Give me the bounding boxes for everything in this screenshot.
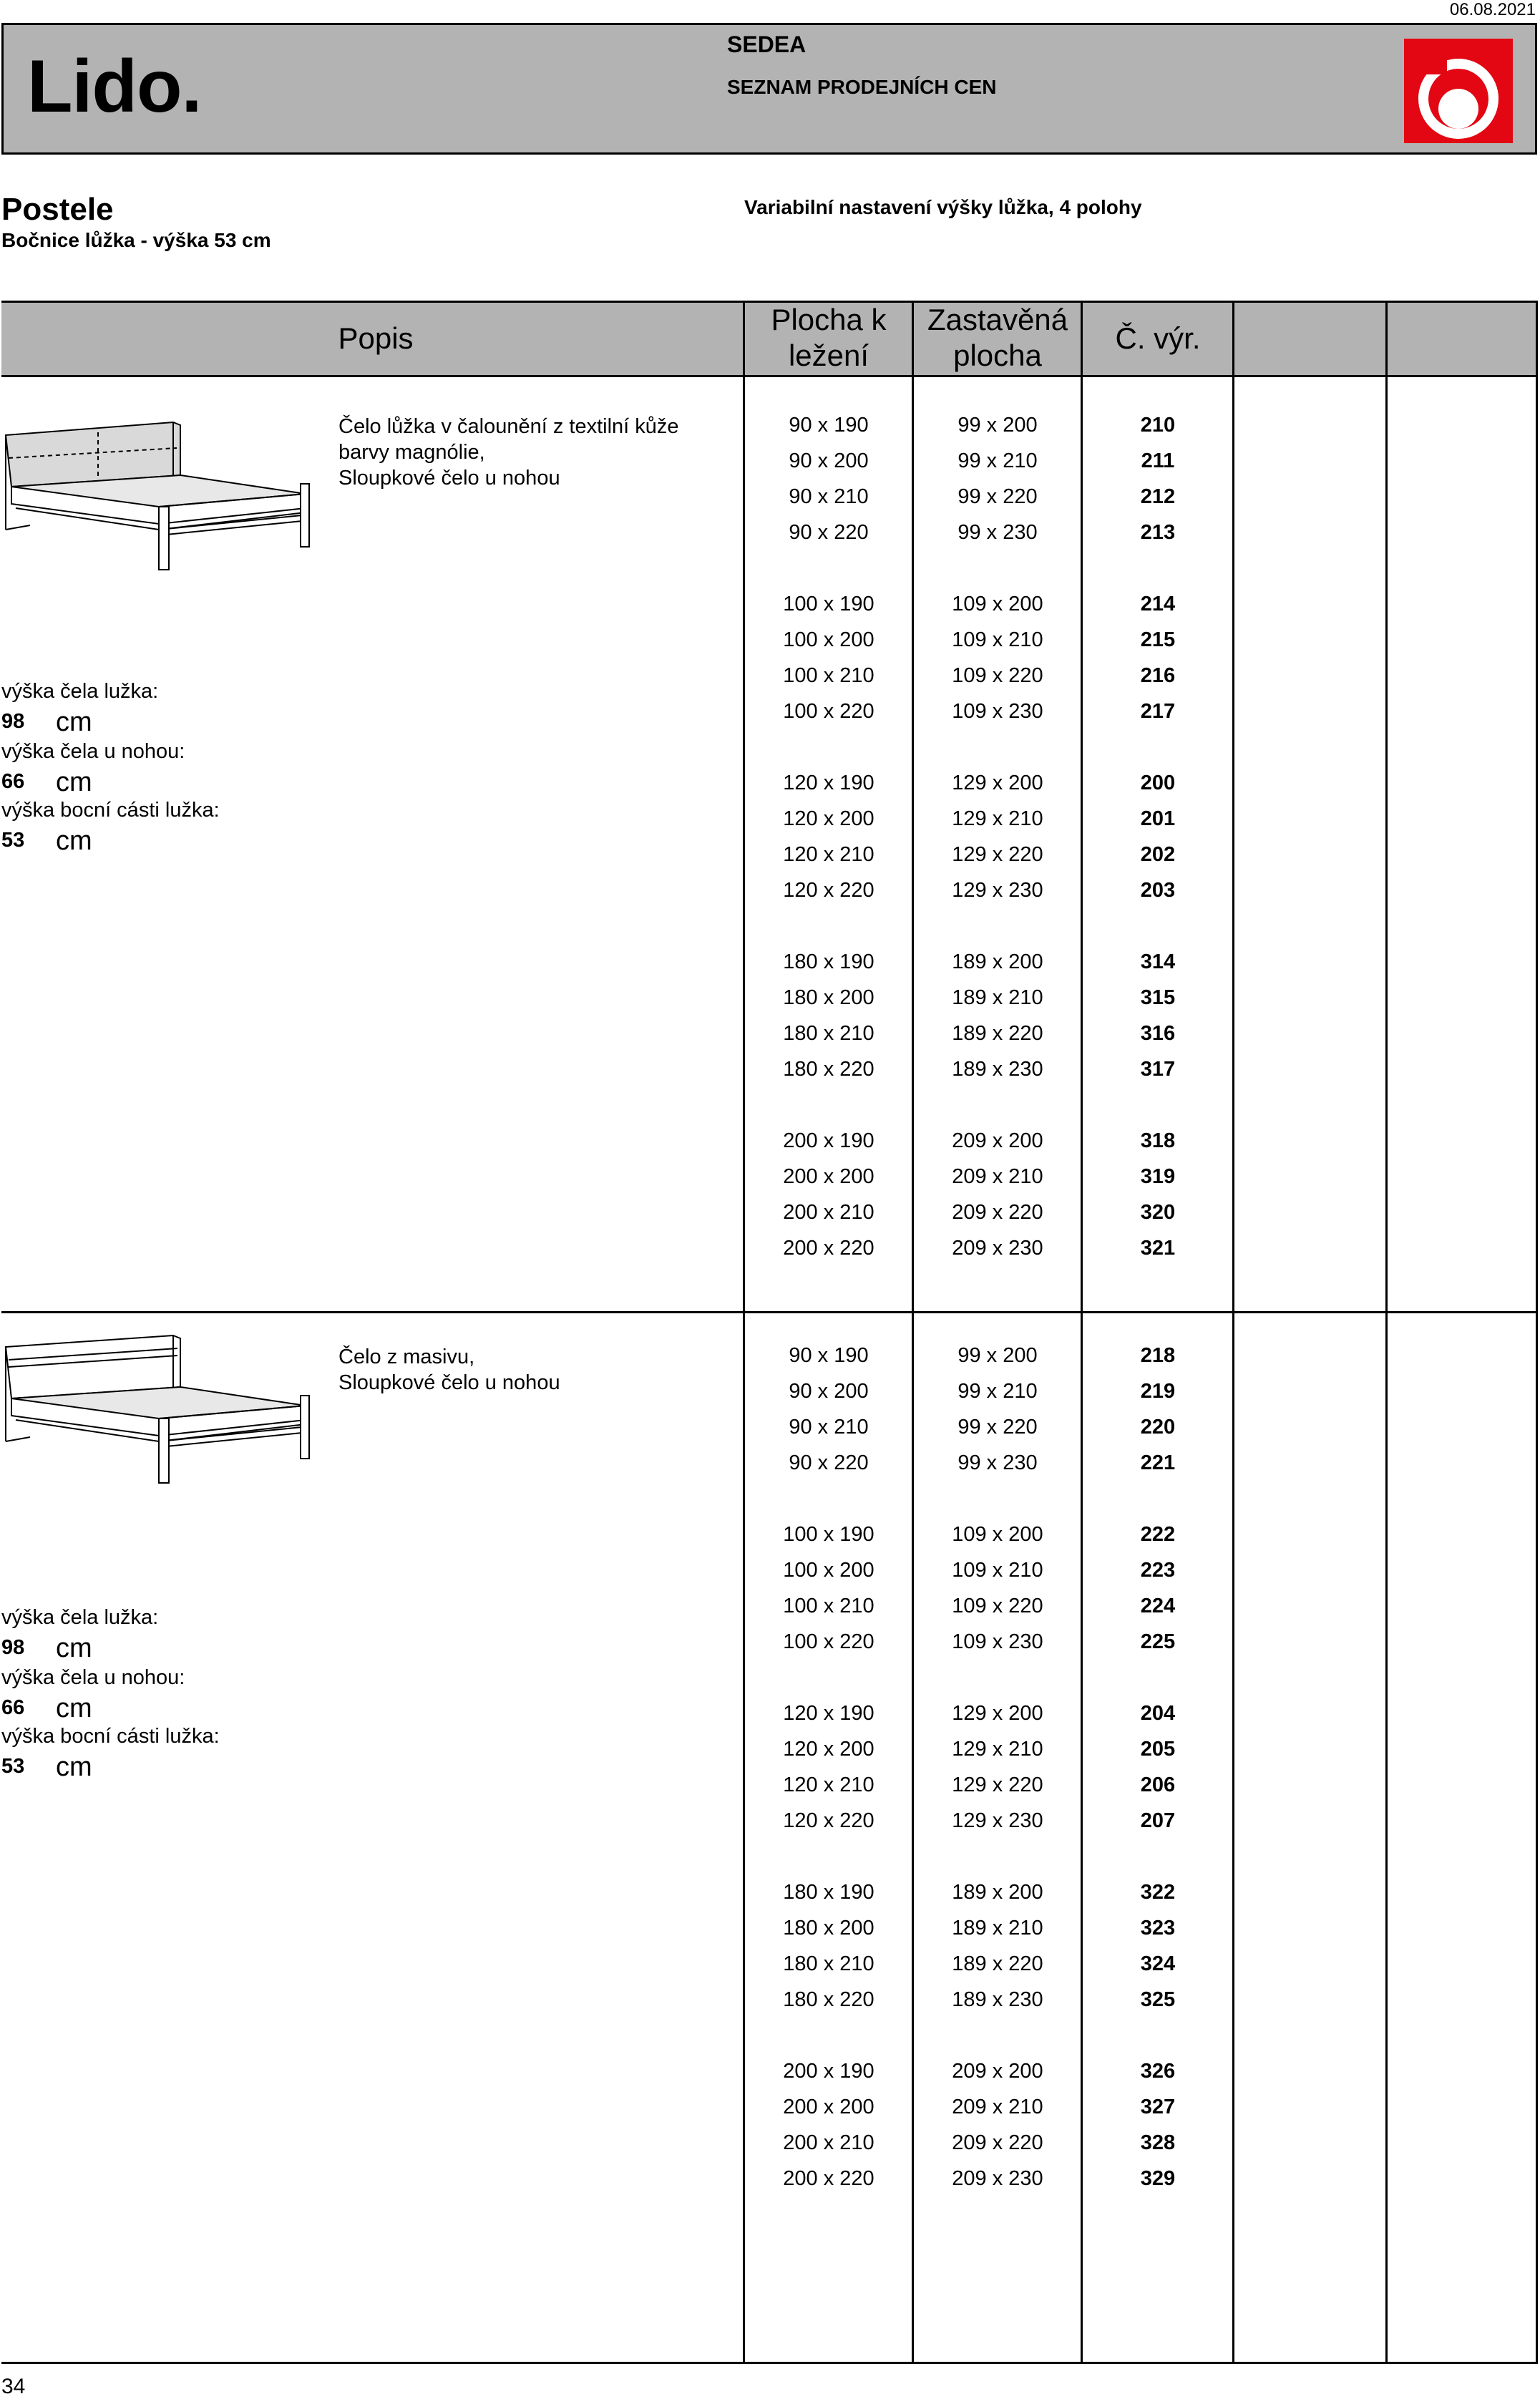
sleeping-area-cell: 90 x 200 <box>789 1380 869 1403</box>
document-date: 06.08.2021 <box>1449 0 1536 19</box>
height-value: 66 <box>1 770 25 793</box>
page-number: 34 <box>1 2375 26 2398</box>
footprint-cell: 129 x 230 <box>952 879 1043 902</box>
header-cislo: Č. výr. <box>1115 321 1201 355</box>
table-right-border <box>1536 301 1538 2364</box>
footprint-cell: 189 x 230 <box>952 1988 1043 2011</box>
product-code-cell: 329 <box>1140 2167 1176 2190</box>
sleeping-area-cell: 100 x 200 <box>783 1559 874 1582</box>
footprint-cell: 109 x 200 <box>952 593 1043 615</box>
product-code-cell: 204 <box>1140 1702 1176 1725</box>
sleeping-area-cell: 90 x 190 <box>789 414 869 437</box>
sleeping-area-cell: 90 x 200 <box>789 449 869 472</box>
sleeping-area-cell: 180 x 210 <box>783 1952 874 1975</box>
height-unit: cm <box>56 767 92 797</box>
sleeping-area-cell: 200 x 200 <box>783 2096 874 2118</box>
height-unit: cm <box>56 1693 92 1723</box>
height-label: výška bocní cásti lužka: <box>1 1725 220 1748</box>
height-unit: cm <box>56 826 92 856</box>
product-code-cell: 317 <box>1140 1058 1176 1081</box>
footprint-cell: 129 x 210 <box>952 807 1043 830</box>
header-popis: Popis <box>338 321 414 355</box>
sleeping-area-cell: 120 x 210 <box>783 843 874 866</box>
sleeping-area-cell: 120 x 220 <box>783 879 874 902</box>
header-zastavena: Zastavěná plocha <box>927 303 1068 372</box>
footprint-cell: 209 x 210 <box>952 1165 1043 1188</box>
product-code-cell: 322 <box>1140 1881 1176 1904</box>
brand-title: Lido. <box>27 45 202 128</box>
height-value: 53 <box>1 1755 25 1778</box>
height-label: výška čela lužka: <box>1 1606 159 1629</box>
product-description-line: barvy magnólie, <box>338 441 485 464</box>
sleeping-area-cell: 100 x 220 <box>783 700 874 723</box>
sleeping-area-cell: 100 x 200 <box>783 628 874 651</box>
footprint-cell: 99 x 210 <box>957 1380 1038 1403</box>
product-code-cell: 220 <box>1140 1416 1176 1439</box>
sleeping-area-cell: 120 x 200 <box>783 807 874 830</box>
product-code-cell: 324 <box>1140 1952 1176 1975</box>
product-code-cell: 314 <box>1140 950 1176 973</box>
table-bottom-border <box>1 2362 1537 2364</box>
footprint-cell: 109 x 230 <box>952 1630 1043 1653</box>
footprint-cell: 129 x 230 <box>952 1809 1043 1832</box>
footprint-cell: 189 x 220 <box>952 1952 1043 1975</box>
product-code-cell: 224 <box>1140 1595 1176 1617</box>
product-code-cell: 201 <box>1140 807 1176 830</box>
section-subtitle: Bočnice lůžka - výška 53 cm <box>1 229 271 251</box>
sleeping-area-cell: 100 x 210 <box>783 664 874 687</box>
product-code-cell: 223 <box>1140 1559 1176 1582</box>
product-code-cell: 214 <box>1140 593 1176 615</box>
product-code-cell: 319 <box>1140 1165 1176 1188</box>
product-code-cell: 225 <box>1140 1630 1176 1653</box>
product-code-cell: 318 <box>1140 1129 1176 1152</box>
footprint-cell: 99 x 230 <box>957 521 1038 544</box>
footprint-cell: 99 x 220 <box>957 485 1038 508</box>
height-unit: cm <box>56 707 92 737</box>
product-code-cell: 216 <box>1140 664 1176 687</box>
footprint-cell: 209 x 200 <box>952 2060 1043 2083</box>
height-value: 98 <box>1 710 25 733</box>
footprint-cell: 189 x 220 <box>952 1022 1043 1045</box>
footprint-cell: 99 x 230 <box>957 1451 1038 1474</box>
height-value: 98 <box>1 1636 25 1659</box>
table-header-bottom-border <box>1 375 1537 377</box>
product-code-cell: 323 <box>1140 1917 1176 1940</box>
footprint-cell: 129 x 220 <box>952 843 1043 866</box>
product-code-cell: 327 <box>1140 2096 1176 2118</box>
table-top-border <box>1 301 1537 303</box>
sleeping-area-cell: 200 x 200 <box>783 1165 874 1188</box>
document-type: SEZNAM PRODEJNÍCH CEN <box>727 76 997 98</box>
product-code-cell: 316 <box>1140 1022 1176 1045</box>
footprint-cell: 209 x 220 <box>952 2131 1043 2154</box>
sleeping-area-cell: 200 x 190 <box>783 2060 874 2083</box>
product-code-cell: 206 <box>1140 1773 1176 1796</box>
height-label: výška čela u nohou: <box>1 740 185 763</box>
footprint-cell: 109 x 220 <box>952 664 1043 687</box>
product-code-cell: 202 <box>1140 843 1176 866</box>
sleeping-area-cell: 180 x 190 <box>783 1881 874 1904</box>
product-code-cell: 210 <box>1140 414 1176 437</box>
sleeping-area-cell: 100 x 190 <box>783 593 874 615</box>
sleeping-area-cell: 200 x 220 <box>783 1237 874 1260</box>
company-name: SEDEA <box>727 31 806 57</box>
product-code-cell: 200 <box>1140 772 1176 794</box>
sleeping-area-cell: 200 x 220 <box>783 2167 874 2190</box>
section-title: Postele <box>1 192 114 227</box>
footprint-cell: 209 x 200 <box>952 1129 1043 1152</box>
height-label: výška čela lužka: <box>1 680 159 703</box>
product-code-cell: 222 <box>1140 1523 1176 1546</box>
sleeping-area-cell: 90 x 210 <box>789 1416 869 1439</box>
bed-upholstered-headboard-icon <box>1 415 316 584</box>
product-code-cell: 325 <box>1140 1988 1176 2011</box>
footprint-cell: 99 x 210 <box>957 449 1038 472</box>
sleeping-area-cell: 120 x 220 <box>783 1809 874 1832</box>
bed-solid-wood-headboard-icon <box>1 1331 316 1500</box>
sleeping-area-cell: 100 x 220 <box>783 1630 874 1653</box>
product-code-cell: 217 <box>1140 700 1176 723</box>
footprint-cell: 109 x 210 <box>952 628 1043 651</box>
footprint-cell: 129 x 210 <box>952 1738 1043 1761</box>
sleeping-area-cell: 180 x 200 <box>783 986 874 1009</box>
sleeping-area-cell: 90 x 220 <box>789 1451 869 1474</box>
product-code-cell: 221 <box>1140 1451 1176 1474</box>
product-code-cell: 212 <box>1140 485 1176 508</box>
footprint-cell: 109 x 230 <box>952 700 1043 723</box>
product-code-cell: 320 <box>1140 1201 1176 1224</box>
footprint-cell: 109 x 200 <box>952 1523 1043 1546</box>
sleeping-area-cell: 200 x 190 <box>783 1129 874 1152</box>
height-label: výška čela u nohou: <box>1 1666 185 1689</box>
footprint-cell: 209 x 230 <box>952 2167 1043 2190</box>
sleeping-area-cell: 120 x 190 <box>783 1702 874 1725</box>
footprint-cell: 109 x 210 <box>952 1559 1043 1582</box>
sleeping-area-cell: 120 x 190 <box>783 772 874 794</box>
sleeping-area-cell: 180 x 210 <box>783 1022 874 1045</box>
product-code-cell: 328 <box>1140 2131 1176 2154</box>
sleeping-area-cell: 180 x 220 <box>783 1058 874 1081</box>
sleeping-area-cell: 90 x 190 <box>789 1344 869 1367</box>
footprint-cell: 209 x 220 <box>952 1201 1043 1224</box>
product-code-cell: 218 <box>1140 1344 1176 1367</box>
sleeping-area-cell: 180 x 200 <box>783 1917 874 1940</box>
product-description-line: Sloupkové čelo u nohou <box>338 1371 560 1394</box>
footprint-cell: 99 x 200 <box>957 1344 1038 1367</box>
sleeping-area-cell: 120 x 210 <box>783 1773 874 1796</box>
sleeping-area-cell: 180 x 220 <box>783 1988 874 2011</box>
product-code-cell: 213 <box>1140 521 1176 544</box>
header-plocha: Plocha k ležení <box>771 303 887 372</box>
product-code-cell: 205 <box>1140 1738 1176 1761</box>
product-code-cell: 203 <box>1140 879 1176 902</box>
footprint-cell: 189 x 200 <box>952 1881 1043 1904</box>
product-code-cell: 211 <box>1141 449 1175 472</box>
footprint-cell: 209 x 230 <box>952 1237 1043 1260</box>
footprint-cell: 189 x 200 <box>952 950 1043 973</box>
product-code-cell: 207 <box>1140 1809 1176 1832</box>
sleeping-area-cell: 90 x 210 <box>789 485 869 508</box>
sedea-logo-icon <box>1404 39 1513 143</box>
product-code-cell: 326 <box>1140 2060 1176 2083</box>
product-code-cell: 315 <box>1140 986 1176 1009</box>
height-value: 53 <box>1 829 25 852</box>
variant-note: Variabilní nastavení výšky lůžka, 4 polohy <box>744 196 1142 218</box>
footprint-cell: 189 x 230 <box>952 1058 1043 1081</box>
footprint-cell: 129 x 200 <box>952 772 1043 794</box>
height-unit: cm <box>56 1633 92 1663</box>
product-divider <box>1 1311 1537 1313</box>
product-code-cell: 219 <box>1140 1380 1176 1403</box>
footprint-cell: 99 x 200 <box>957 414 1038 437</box>
sleeping-area-cell: 180 x 190 <box>783 950 874 973</box>
column-divider <box>1385 301 1388 2364</box>
sleeping-area-cell: 90 x 220 <box>789 521 869 544</box>
footprint-cell: 189 x 210 <box>952 986 1043 1009</box>
sleeping-area-cell: 200 x 210 <box>783 2131 874 2154</box>
product-description-line: Sloupkové čelo u nohou <box>338 467 560 490</box>
footprint-cell: 99 x 220 <box>957 1416 1038 1439</box>
sleeping-area-cell: 120 x 200 <box>783 1738 874 1761</box>
height-value: 66 <box>1 1696 25 1719</box>
product-description-line: Čelo z masivu, <box>338 1346 475 1368</box>
footprint-cell: 209 x 210 <box>952 2096 1043 2118</box>
height-unit: cm <box>56 1752 92 1782</box>
product-description-line: Čelo lůžka v čalounění z textilní kůže <box>338 415 679 438</box>
product-code-cell: 215 <box>1140 628 1176 651</box>
product-code-cell: 321 <box>1140 1237 1176 1260</box>
sleeping-area-cell: 100 x 190 <box>783 1523 874 1546</box>
height-label: výška bocní cásti lužka: <box>1 799 220 822</box>
footprint-cell: 189 x 210 <box>952 1917 1043 1940</box>
sleeping-area-cell: 100 x 210 <box>783 1595 874 1617</box>
sleeping-area-cell: 200 x 210 <box>783 1201 874 1224</box>
footprint-cell: 129 x 220 <box>952 1773 1043 1796</box>
footprint-cell: 109 x 220 <box>952 1595 1043 1617</box>
footprint-cell: 129 x 200 <box>952 1702 1043 1725</box>
